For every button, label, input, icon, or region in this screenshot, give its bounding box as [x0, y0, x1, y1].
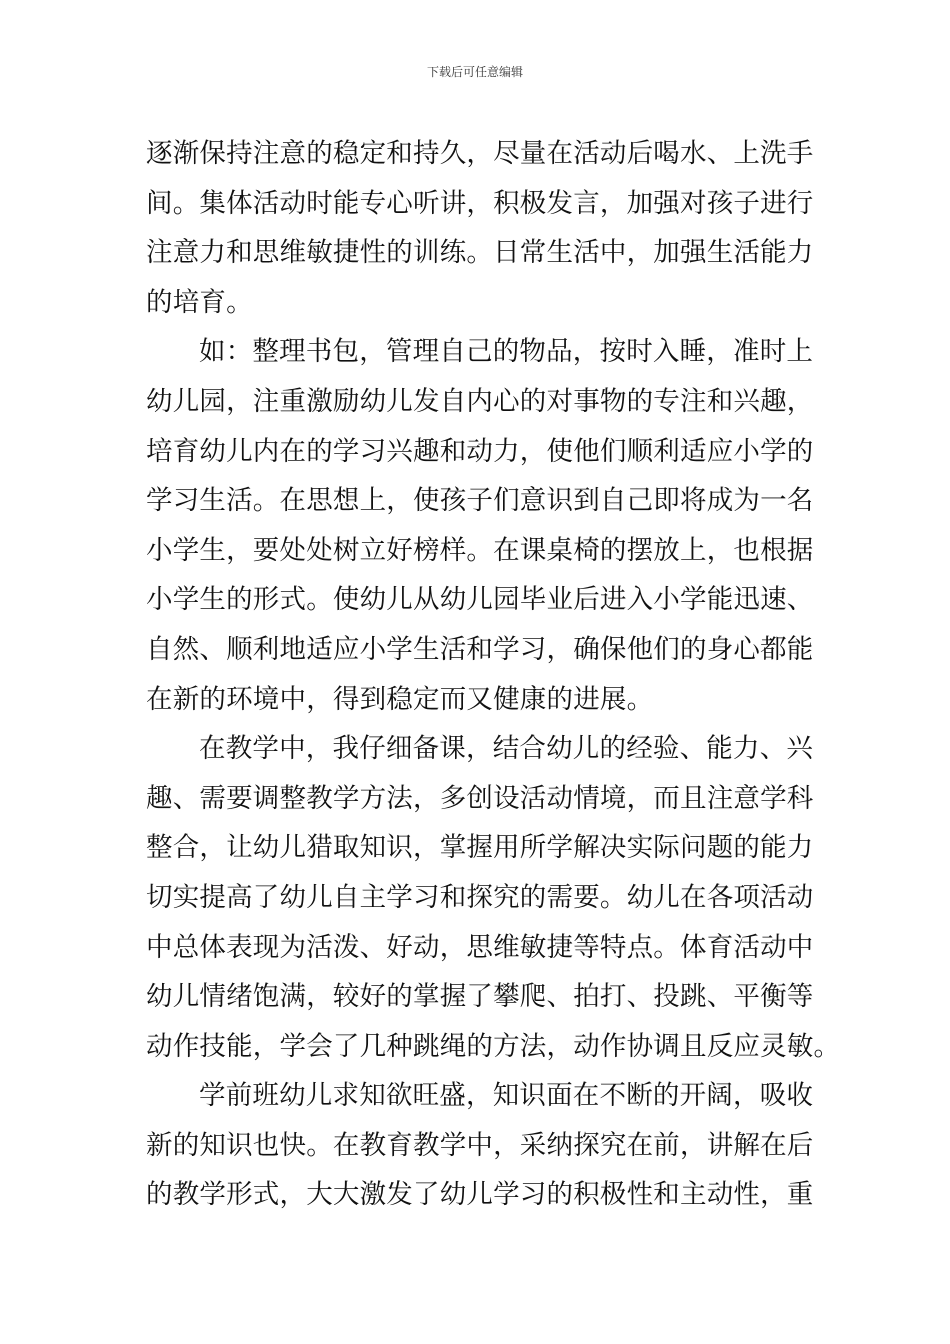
text-line: 学习生活。在思想上，使孩子们意识到自己即将成为一名 [146, 485, 814, 517]
text-line: 切实提高了幼儿自主学习和探究的需要。幼儿在各项活动 [146, 881, 814, 913]
text-line: 注意力和思维敏捷性的训练。日常生活中，加强生活能力 [146, 237, 814, 269]
text-line: 如：整理书包，管理自己的物品，按时入睡，准时上 [199, 336, 814, 368]
text-line: 自然、顺利地适应小学生活和学习，确保他们的身心都能 [146, 633, 814, 665]
text-line: 的教学形式，大大激发了幼儿学习的积极性和主动性，重 [146, 1179, 814, 1211]
text-line: 幼儿园，注重激励幼儿发自内心的对事物的专注和兴趣， [146, 385, 814, 417]
text-line: 在新的环境中，得到稳定而又健康的进展。 [146, 683, 654, 715]
text-line: 学前班幼儿求知欲旺盛，知识面在不断的开阔，吸收 [199, 1080, 814, 1112]
page-header-note: 下载后可任意编辑 [426, 65, 523, 79]
text-line: 幼儿情绪饱满，较好的掌握了攀爬、拍打、投跳、平衡等 [146, 981, 814, 1013]
text-line: 的培育。 [146, 286, 253, 318]
text-line: 间。集体活动时能专心听讲，积极发言，加强对孩子进行 [146, 187, 814, 219]
text-line: 在教学中，我仔细备课，结合幼儿的经验、能力、兴 [199, 733, 814, 765]
text-line: 逐渐保持注意的稳定和持久，尽量在活动后喝水、上洗手 [146, 138, 814, 169]
text-line: 小学生，要处处树立好榜样。在课桌椅的摆放上，也根据 [146, 534, 814, 566]
text-line: 小学生的形式。使幼儿从幼儿园毕业后进入小学能迅速、 [146, 584, 814, 616]
document-body [146, 129, 841, 1220]
text-line: 动作技能，学会了几种跳绳的方法，动作协调且反应灵敏。 [146, 1030, 841, 1062]
text-line: 趣、需要调整教学方法，多创设活动情境，而且注意学科 [146, 782, 814, 814]
text-line: 培育幼儿内在的学习兴趣和动力，使他们顺利适应小学的 [146, 435, 814, 467]
text-line: 中总体表现为活泼、好动，思维敏捷等特点。体育活动中 [146, 931, 814, 963]
text-line: 整合，让幼儿猎取知识，掌握用所学解决实际问题的能力 [146, 832, 814, 864]
text-line: 新的知识也快。在教育教学中，采纳探究在前，讲解在后 [146, 1129, 814, 1161]
